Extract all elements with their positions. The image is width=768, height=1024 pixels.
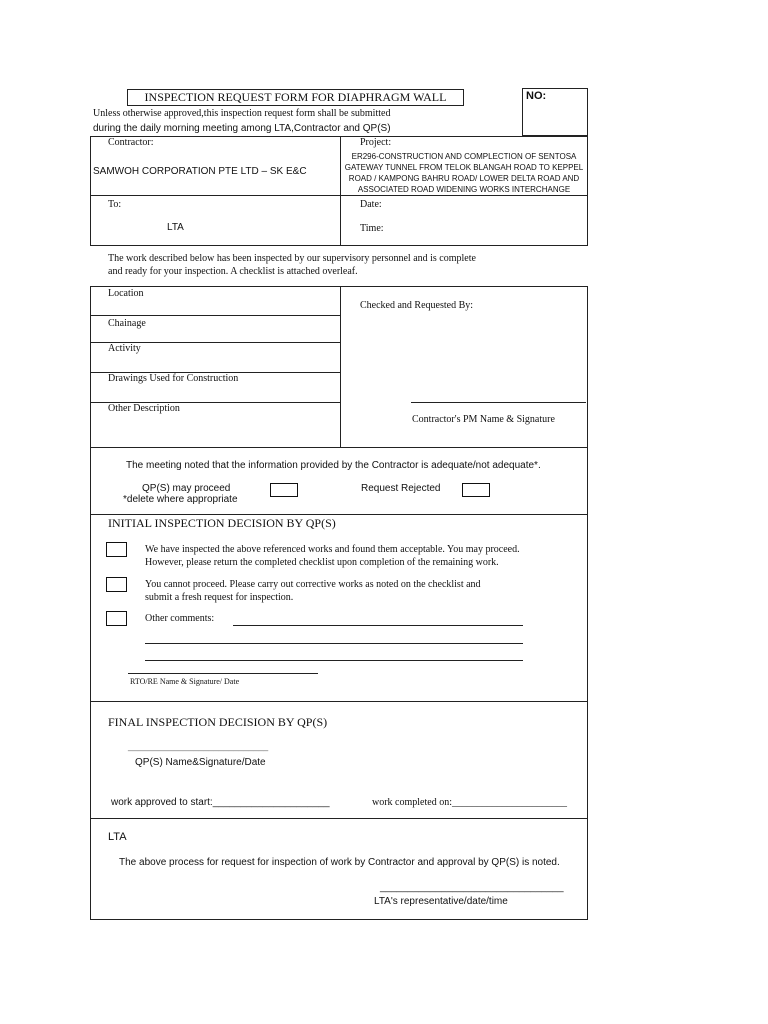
comments-line-1[interactable] xyxy=(233,625,523,626)
pm-signature-label: Contractor's PM Name & Signature xyxy=(412,414,555,425)
accept-line-2: However, please return the completed checklist upon completion of the remaining work. xyxy=(145,557,499,568)
time-label: Time: xyxy=(360,223,384,234)
form-number-label: NO: xyxy=(526,90,547,102)
qp-signature-line: ____________________________ xyxy=(128,741,269,751)
meeting-note: The meeting noted that the information provided by the Contractor is adequate/not adequate*. xyxy=(126,460,541,471)
qp-signature-label: QP(S) Name&Signature/Date xyxy=(135,757,266,768)
project-line-4: ASSOCIATED ROAD WIDENING WORKS INTERCHANGE xyxy=(357,185,571,194)
location-label: Location xyxy=(108,288,144,299)
project-line-3: ROAD / KAMPONG BAHRU ROAD/ LOWER DELTA ROAD AND xyxy=(348,174,580,183)
accept-line-1: We have inspected the above referenced works and found them acceptable. You may proceed. xyxy=(145,544,520,555)
proceed-checkbox[interactable] xyxy=(270,483,298,497)
work-approved-field[interactable]: work approved to start:_____________________ xyxy=(111,797,330,808)
lta-note: The above process for request for inspection of work by Contractor and approval by QP(S) is noted. xyxy=(119,857,560,868)
details-row-divider xyxy=(90,315,340,316)
rejected-label: Request Rejected xyxy=(361,483,441,494)
checked-by-label: Checked and Requested By: xyxy=(360,300,474,311)
to-label: To: xyxy=(108,199,122,210)
section-divider xyxy=(90,514,588,515)
reject-line-1: You cannot proceed. Please carry out corrective works as noted on the checklist and xyxy=(145,579,481,590)
proceed-label: QP(S) may proceed xyxy=(142,483,231,494)
work-completed-field[interactable]: work completed on:_______________________ xyxy=(372,797,567,808)
lta-label: LTA xyxy=(108,831,127,843)
section-divider xyxy=(90,818,588,819)
intro-line-2: during the daily morning meeting among LTA,Contractor and QP(S) xyxy=(93,123,391,134)
delete-note: *delete where appropriate xyxy=(123,494,238,505)
comments-line-3[interactable] xyxy=(145,660,523,661)
chainage-label: Chainage xyxy=(108,318,146,329)
contractor-label: Contractor: xyxy=(108,137,154,148)
rto-signature-line xyxy=(128,673,318,674)
accept-checkbox[interactable] xyxy=(106,542,127,557)
to-value: LTA xyxy=(167,222,184,233)
section-divider xyxy=(90,701,588,702)
table-row-divider xyxy=(90,195,588,196)
pm-signature-line xyxy=(411,402,586,403)
reject-checkbox[interactable] xyxy=(106,577,127,592)
activity-label: Activity xyxy=(108,343,141,354)
other-comments-checkbox[interactable] xyxy=(106,611,127,626)
statement-line-2: and ready for your inspection. A checklist is attached overleaf. xyxy=(108,266,358,277)
rto-signature-label: RTO/RE Name & Signature/ Date xyxy=(130,677,240,686)
initial-heading: INITIAL INSPECTION DECISION BY QP(S) xyxy=(108,516,336,530)
form-title: INSPECTION REQUEST FORM FOR DIAPHRAGM WALL xyxy=(144,90,447,104)
reject-line-2: submit a fresh request for inspection. xyxy=(145,592,294,603)
statement-line-1: The work described below has been inspected by our supervisory personnel and is complete xyxy=(108,253,476,264)
other-comments-label: Other comments: xyxy=(145,613,215,624)
comments-line-2[interactable] xyxy=(145,643,523,644)
date-label: Date: xyxy=(360,199,382,210)
lta-signature-label: LTA's representative/date/time xyxy=(374,896,508,907)
project-label: Project: xyxy=(360,137,392,148)
lta-signature-line: _________________________________ xyxy=(380,882,564,893)
project-line-1: ER296-CONSTRUCTION AND COMPLECTION OF SENTOSA xyxy=(351,152,577,161)
project-line-2: GATEWAY TUNNEL FROM TELOK BLANGAH ROAD TO KEPPEL xyxy=(344,163,584,172)
intro-line-1: Unless otherwise approved,this inspection request form shall be submitted xyxy=(93,108,391,119)
table-divider xyxy=(340,136,341,246)
contractor-value: SAMWOH CORPORATION PTE LTD – SK E&C xyxy=(93,166,307,177)
other-description-label: Other Description xyxy=(108,403,180,414)
rejected-checkbox[interactable] xyxy=(462,483,490,497)
drawings-label: Drawings Used for Construction xyxy=(108,373,239,384)
final-heading: FINAL INSPECTION DECISION BY QP(S) xyxy=(108,715,328,729)
details-divider xyxy=(340,286,341,448)
